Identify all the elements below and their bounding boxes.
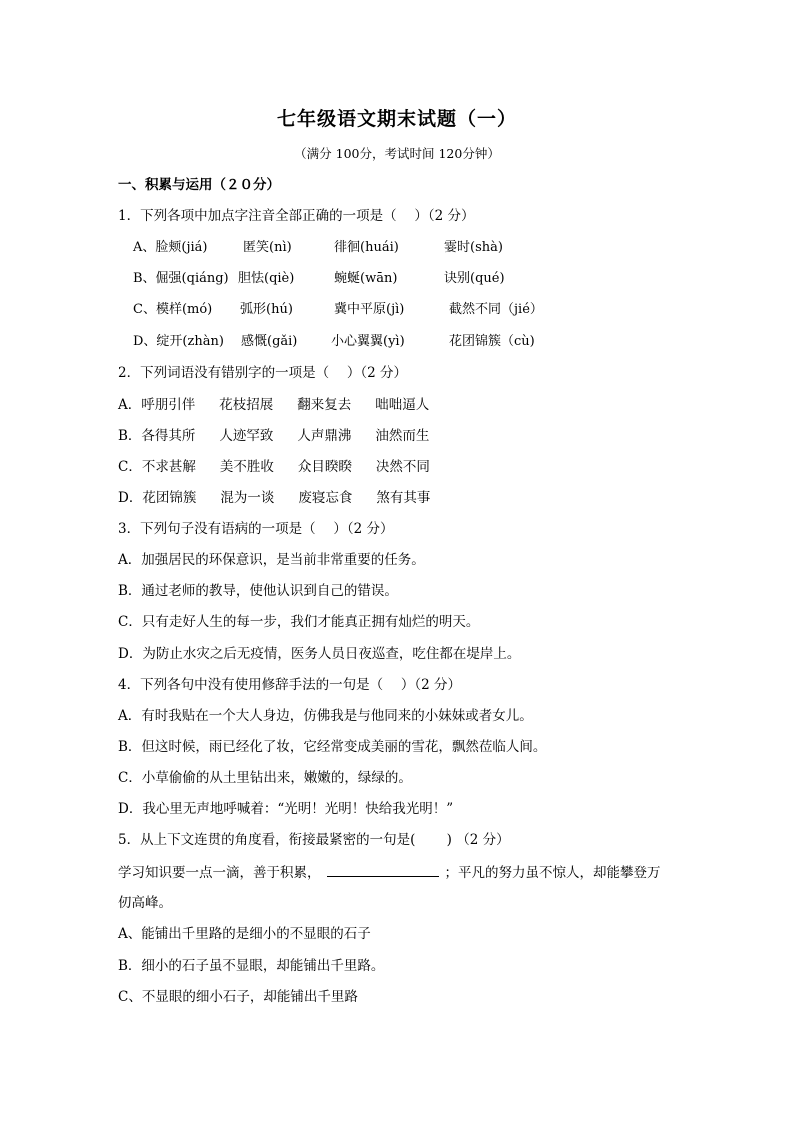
option-line: C、不显眼的细小石子，却能铺出千里路 <box>118 989 358 1005</box>
option-item: 胆怯(qiè) <box>238 271 295 286</box>
option-word: 翻来复去 <box>297 397 352 413</box>
option-item: 冀中平原(jì) <box>334 302 405 317</box>
page-title: 七年级语文期末试题（一） <box>276 108 517 130</box>
question-2-stem: 2．下列词语没有错别字的一项是（ ）（2 分） <box>118 365 408 381</box>
option-item: C、模样(mó) <box>133 302 213 317</box>
option-word: 美不胜收 <box>219 459 274 475</box>
question-4-stem: 4．下列各句中没有使用修辞手法的一句是（ ）（2 分） <box>118 677 462 693</box>
option-line: A．有时我贴在一个大人身边，仿佛我是与他同来的小妹妹或者女儿。 <box>118 708 533 724</box>
question-5-stem: 5．从上下文连贯的角度看，衔接最紧密的一句是( ) （2 分） <box>118 832 510 848</box>
option-item: B、倔强(qiáng) <box>133 271 229 286</box>
passage-line <box>118 863 661 882</box>
option-row <box>118 489 430 507</box>
option-line: C．只有走好人生的每一步，我们才能真正拥有灿烂的明天。 <box>118 614 480 630</box>
option-item: 小心翼翼(yì) <box>331 334 405 349</box>
option-word: C．不求甚解 <box>118 459 196 475</box>
option-item: 徘徊(huái) <box>334 240 399 255</box>
option-word: 决然不同 <box>375 459 430 475</box>
option-line: D．为防止水灾之后无疫情，医务人员日夜巡查，吃住都在堤岸上。 <box>118 646 521 662</box>
option-word: 油然而生 <box>375 428 430 444</box>
passage-line-end: 仞高峰。 <box>118 895 172 911</box>
option-item: 蜿蜒(wān) <box>334 271 398 286</box>
option-word: 人声鼎沸 <box>297 428 352 444</box>
option-line: A、能铺出千里路的是细小的不显眼的石子 <box>118 926 371 942</box>
option-item: 花团锦簇（cù) <box>449 334 535 349</box>
option-word: 煞有其事 <box>376 490 431 506</box>
section-heading: 一、积累与运用（２０分） <box>118 177 280 193</box>
option-word: 众目睽睽 <box>297 459 352 475</box>
option-word: D．花团锦簇 <box>118 490 197 506</box>
option-item: 诀别(qué) <box>444 271 505 286</box>
option-line: B．但这时候，雨已经化了妆，它经常变成美丽的雪花，飘然莅临人间。 <box>118 739 547 755</box>
answer-blank[interactable] <box>327 863 439 877</box>
option-item: 弧形(hú) <box>240 302 293 317</box>
option-row <box>118 458 430 476</box>
option-item: 霎时(shà) <box>444 240 503 255</box>
option-word: 废寝忘食 <box>298 490 353 506</box>
option-item: D、绽开(zhàn) <box>133 334 224 349</box>
option-line: D．我心里无声地呼喊着：“光明！光明！快给我光明！” <box>118 801 454 817</box>
option-row <box>118 427 429 445</box>
option-item: 截然不同（jié） <box>449 302 543 317</box>
option-word: 咄咄逼人 <box>375 397 430 413</box>
option-line: B．通过老师的教导，使他认识到自己的错误。 <box>118 583 398 599</box>
option-word: 人迹罕致 <box>219 428 274 444</box>
question-1-stem: 1．下列各项中加点字注音全部正确的一项是（ ）（2 分） <box>118 208 475 224</box>
option-word: A．呼朋引伴 <box>118 397 196 413</box>
option-word: 混为一谈 <box>220 490 275 506</box>
option-row <box>118 396 429 414</box>
option-word: 花枝招展 <box>219 397 274 413</box>
question-3-stem: 3．下列句子没有语病的一项是（ ）（2 分） <box>118 521 394 537</box>
passage-text: 学习知识要一点一滴，善于积累， <box>118 865 321 881</box>
option-line: B．细小的石子虽不显眼，却能铺出千里路。 <box>118 958 385 974</box>
option-word: B．各得其所 <box>118 428 196 444</box>
option-item: 感慨(gǎi) <box>241 334 298 349</box>
passage-text: ；平凡的努力虽不惊人，却能攀登万 <box>444 865 661 881</box>
option-line: C．小草偷偷的从土里钻出来，嫩嫩的，绿绿的。 <box>118 770 412 786</box>
option-line: A．加强居民的环保意识，是当前非常重要的任务。 <box>118 552 425 568</box>
option-item: A、脸颊(jiá) <box>133 240 208 255</box>
option-item: 匿笑(nì) <box>243 240 292 255</box>
page-subtitle: （满分 100分，考试时间 120分钟） <box>294 146 500 161</box>
